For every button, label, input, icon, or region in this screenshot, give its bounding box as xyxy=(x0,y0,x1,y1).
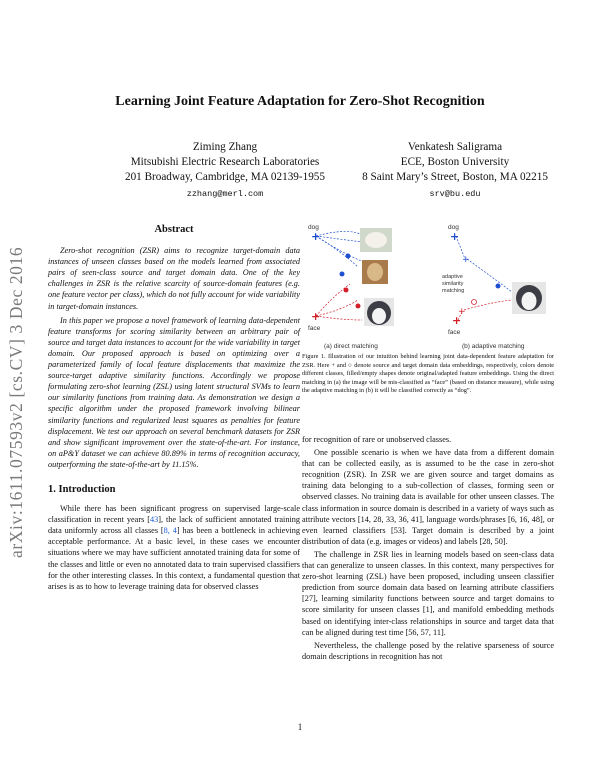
adapted-plus-face-b: + xyxy=(458,307,466,317)
author-affiliation: ECE, Boston University xyxy=(400,156,510,168)
husky-face-a xyxy=(372,308,386,324)
abstract-paragraph-1: Zero-shot recognition (ZSR) aims to recognize target-domain data instances of unseen classes based on the models learned from associated pairs of seen-class source and target domain data. One of the key challenges in ZSR is the relative scarcity of source-domain features (e.g. one feature vector per class), which do not fully account for wide variability in target-domain instances. xyxy=(48,246,300,311)
target-circle-red xyxy=(344,288,349,293)
author-email[interactable]: srv@bu.edu xyxy=(429,189,481,199)
target-circle-red-empty xyxy=(472,300,477,305)
abstract-heading: Abstract xyxy=(154,224,194,235)
label-direct-matching: (a) direct matching xyxy=(324,343,378,350)
target-circle-red xyxy=(356,304,361,309)
adapted-plus-dog-b: + xyxy=(462,255,470,265)
author-block-2 xyxy=(325,140,585,202)
source-plus-dog-b: + xyxy=(450,230,460,243)
red-connections-a xyxy=(316,284,362,320)
author-affiliation: Mitsubishi Electric Research Laboratories xyxy=(130,156,320,168)
left-column xyxy=(48,224,300,592)
source-plus-dog-a: + xyxy=(311,230,321,243)
label-dog-a: dog xyxy=(308,224,319,231)
panel-b xyxy=(442,224,546,350)
label-adaptive-matching: (b) adaptive matching xyxy=(462,343,525,350)
right-paragraph-0: for recognition of rare or unobserved classes. xyxy=(302,435,452,444)
husky-face-b xyxy=(522,292,537,310)
right-paragraph-3: Nevertheless, the challenge posed by the relative sparseness of source domain descriptions in recognition has not xyxy=(302,640,554,661)
right-column xyxy=(302,434,554,662)
right-paragraph-2: The challenge in ZSR lies in learning models based on seen-class data that can generalize to unseen classes. In this context, many perspectives for zero-shot learning (ZSL) have been proposed, including unseen classifier prediction from source domain data based on learning attribute classifiers [27], learning similarity functions between source and target domains to score similarity for unseen classes [1], and manifold embedding methods based on identifying inter-class relationships in source and target data that can be aligned during test time [56, 57, 11]. xyxy=(302,549,554,637)
label-face-b: face xyxy=(448,329,461,336)
source-plus-face-a: + xyxy=(311,310,321,323)
introduction-heading: 1. Introduction xyxy=(48,483,116,495)
arxiv-stamp: arXiv:1611.07593v2 [cs.CV] 3 Dec 2016 xyxy=(6,246,26,558)
citation-link[interactable]: 43 xyxy=(149,515,159,525)
label-similarity: similarity xyxy=(442,281,464,287)
label-face-a: face xyxy=(308,325,321,332)
abstract-paragraph-2: In this paper we propose a novel framework of learning data-dependent feature transforms for scoring similarity between an arbitrary pair of source and target data instances to account for the wide variability in target domain. Our proposed approach is based on optimizing over a parameterized family of local feature displacements that maximize the source-target adaptive similarity functions. Accordingly we propose formulating zero-shot learning (ZSL) using latent structural SVMs to learn our similarity functions from training data. As demonstration we design a specific algorithm under the proposed framework involving bilinear similarity functions and regularized least squares as penalties for feature displacement. We test our approach on several benchmark datasets for ZSR and show significant improvement over the state-of-the-art. For instance, on aP&Y dataset we can achieve 80.89% in terms of recognition accuracy, outperforming the state-of-the-art by 11.15%. xyxy=(48,315,300,469)
page-number: 1 xyxy=(297,722,303,732)
right-paragraph-1: One possible scenario is when we have data from a different domain that can be collected easily, as is assumed to be the case in zero-shot recognition (ZSR). In ZSR we are given source and target domains as training data belonging to a sub-collection of classes, forming seen or observed classes. No training data is available for other unseen classes. The class information in source domain is described in a variety of ways such as attribute vectors [14, 28, 33, 36, 41], language words/phrases [6, 16, 48], or even learned classifiers [53]. Target domain is described by a joint distribution of data (e.g. images or videos) and labels [28, 50]. xyxy=(302,448,554,546)
intro-paragraph-1: While there has been significant progress on supervised large-scale classification in recent years [43], the lack of sufficient annotated training data uniformly across all classes [8, 4] has been a bottleneck in achieving acceptable performance. At a basic level, in these cases we encounter situations where we may have sufficient annotated training data for some of the classes and little or even no annotated data to train supervised classifiers for the other interesting classes. In this context, a fundamental question that arises is as to how to leverage training data for observed classes xyxy=(48,504,300,591)
author-address: 8 Saint Mary’s Street, Boston, MA 02215 xyxy=(362,171,548,183)
label-dog-b: dog xyxy=(448,224,459,231)
figure-1-caption: Figure 1. Illustration of our intuition behind learning joint data-dependent feature adaptation for ZSR. Here + and ○ denote source and target domain data embeddings, respectively, colors denote different classes, filled/empty shapes denote original/adapted feature embeddings. Using the direct matching in (a) the image will be mis-classified as “face” (based on distance measure), while using the adaptive matching in (b) it will be classified correctly as “dog”. xyxy=(302,353,554,395)
dog-image-2-face xyxy=(367,263,383,281)
target-circle-blue xyxy=(346,254,351,259)
target-circle-blue xyxy=(496,284,501,289)
author-name: Ziming Zhang xyxy=(192,141,258,153)
author-address: 201 Broadway, Cambridge, MA 02139-1955 xyxy=(124,171,325,183)
source-plus-face-b: + xyxy=(452,314,462,327)
dog-image-1-body xyxy=(365,232,387,248)
red-connections-b xyxy=(458,300,512,320)
figure-1-illustration xyxy=(302,222,554,352)
author-email[interactable]: zzhang@merl.com xyxy=(186,189,264,199)
figure-1 xyxy=(302,222,554,432)
panel-a xyxy=(308,224,394,350)
label-adaptive: adaptive xyxy=(442,274,463,280)
author-block-1 xyxy=(95,140,355,202)
label-matching: matching xyxy=(442,288,465,294)
paper-title: Learning Joint Feature Adaptation for Zero-Shot Recognition xyxy=(115,94,485,109)
author-name: Venkatesh Saligrama xyxy=(407,141,503,153)
citation-link[interactable]: 8, 4 xyxy=(163,526,177,536)
target-circle-blue xyxy=(340,272,345,277)
